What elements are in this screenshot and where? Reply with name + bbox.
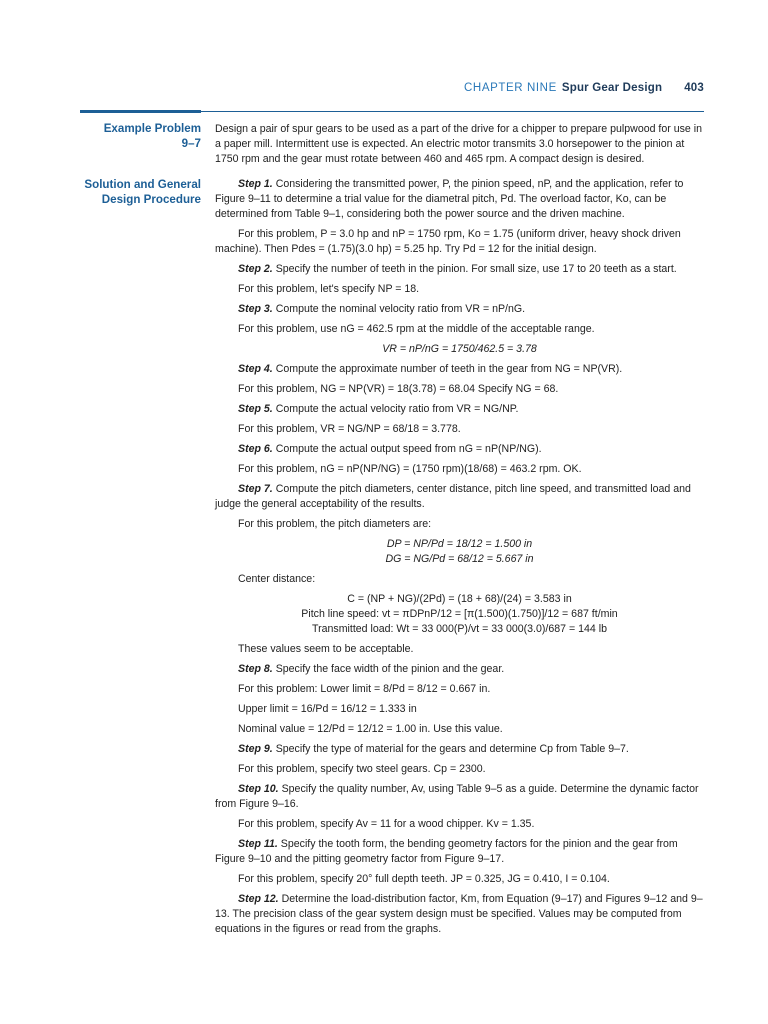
- step-paragraph: [215, 262, 704, 277]
- header-rule-thin: [201, 111, 704, 112]
- step-label: Step 10.: [238, 783, 279, 795]
- paragraph-text: Upper limit = 16/Pd = 16/12 = 1.333 in: [238, 703, 417, 715]
- step-paragraph: [215, 892, 704, 937]
- solution-label-line1: Solution and General: [84, 178, 201, 191]
- solution-paragraph: [215, 422, 704, 437]
- paragraph-text: Specify the face width of the pinion and the gear.: [275, 663, 505, 675]
- header-rule-thick: [80, 110, 201, 113]
- solution-label: [80, 177, 201, 207]
- paragraph-text: Compute the pitch diameters, center distance, pitch line speed, and transmitted load and judge the general acceptability of the results.: [215, 483, 691, 510]
- paragraph-text: For this problem, specify Av = 11 for a wood chipper. Kv = 1.35.: [238, 818, 535, 830]
- solution-paragraph: [215, 817, 704, 832]
- solution-paragraph: [215, 722, 704, 737]
- solution-paragraph: [215, 682, 704, 697]
- solution-paragraphs-part2: [215, 642, 704, 937]
- step-label: Step 2.: [238, 263, 273, 275]
- solution-paragraph: [215, 872, 704, 887]
- step-paragraph: [215, 837, 704, 867]
- solution-paragraph: [215, 227, 704, 257]
- paragraph-text: These values seem to be acceptable.: [238, 643, 414, 655]
- equation-dg: DG = NG/Pd = 68/12 = 5.667 in: [385, 553, 534, 565]
- solution-paragraph: [215, 342, 704, 357]
- paragraph-text: Specify the quality number, Av, using Table 9–5 as a guide. Determine the dynamic factor from Figure 9–16.: [215, 783, 699, 810]
- paragraph-text: For this problem, specify 20° full depth teeth. JP = 0.325, JG = 0.410, I = 0.104.: [238, 873, 610, 885]
- paragraph-text: Nominal value = 12/Pd = 12/12 = 1.00 in. Use this value.: [238, 723, 503, 735]
- paragraph-text: For this problem, specify two steel gears. Cp = 2300.: [238, 763, 486, 775]
- solution-paragraph: [215, 517, 704, 532]
- step-label: Step 1.: [238, 178, 273, 190]
- example-problem-label: [80, 121, 201, 151]
- step-paragraph: [215, 442, 704, 457]
- paragraph-text: Specify the tooth form, the bending geometry factors for the pinion and the gear from Figure 9–10 and the pitting geometry factor from Figure 9–17.: [215, 838, 678, 865]
- solution-paragraph: [215, 702, 704, 717]
- step-paragraph: [215, 742, 704, 757]
- page-number: 403: [684, 82, 704, 94]
- step-label: Step 8.: [238, 663, 273, 675]
- running-head: [464, 82, 704, 94]
- step-label: Step 6.: [238, 443, 273, 455]
- step-label: Step 11.: [238, 838, 278, 850]
- paragraph-text: VR = nP/nG = 1750/462.5 = 3.78: [382, 343, 537, 355]
- step-label: Step 3.: [238, 303, 273, 315]
- paragraph-text: Specify the type of material for the gears and determine Cp from Table 9–7.: [275, 743, 629, 755]
- equation-transmitted-load: Transmitted load: Wt = 33 000(P)/vt = 33 000(3.0)/687 = 144 lb: [312, 623, 607, 635]
- step-label: Step 4.: [238, 363, 273, 375]
- solution-paragraph: [215, 382, 704, 397]
- pitch-diameter-equations: [215, 537, 704, 567]
- paragraph-text: For this problem, let's specify NP = 18.: [238, 283, 420, 295]
- step-label: Step 9.: [238, 743, 273, 755]
- step-label: Step 7.: [238, 483, 273, 495]
- paragraph-text: For this problem, NG = NP(VR) = 18(3.78) = 68.04 Specify NG = 68.: [238, 383, 559, 395]
- example-paragraph: Design a pair of spur gears to be used as a part of the drive for a chipper to prepare pulpwood for use in a paper mill. Intermittent use is expected. An electric motor transmits 3.0 horsepower to the pinion at 1750 rpm and the gear must rotate between 460 and 465 rpm. A compact design is desired.: [215, 123, 703, 165]
- chapter-label: CHAPTER NINE: [464, 82, 557, 94]
- paragraph-text: For this problem, VR = NG/NP = 68/18 = 3.778.: [238, 423, 461, 435]
- paragraph-text: Determine the load-distribution factor, Km, from Equation (9–17) and Figures 9–12 and 9–13. The precision class of the gear system design must be specified. Values may be computed from equations in the figures or read from the graphs.: [215, 893, 703, 935]
- solution-paragraphs-part1: [215, 177, 704, 532]
- step-paragraph: [215, 402, 704, 417]
- example-label-line2: 9–7: [181, 137, 201, 150]
- paragraph-text: Compute the actual output speed from nG = nP(NP/NG).: [275, 443, 542, 455]
- equation-center-distance: C = (NP + NG)/(2Pd) = (18 + 68)/(24) = 3.583 in: [347, 593, 572, 605]
- solution-paragraph: [215, 282, 704, 297]
- step-paragraph: [215, 662, 704, 677]
- step-paragraph: [215, 177, 704, 222]
- step7-equations: [215, 592, 704, 637]
- paragraph-text: Compute the nominal velocity ratio from VR = nP/nG.: [275, 303, 526, 315]
- solution-paragraph: [215, 762, 704, 777]
- paragraph-text: For this problem, use nG = 462.5 rpm at the middle of the acceptable range.: [238, 323, 595, 335]
- paragraph-text: Specify the number of teeth in the pinion. For small size, use 17 to 20 teeth as a start.: [275, 263, 677, 275]
- solution-paragraph: [215, 642, 704, 657]
- step-paragraph: [215, 362, 704, 377]
- example-problem-text: [215, 122, 704, 172]
- center-distance-label: Center distance:: [238, 573, 316, 585]
- step-paragraph: [215, 782, 704, 812]
- example-label-line1: Example Problem: [103, 122, 201, 135]
- solution-paragraph: [215, 462, 704, 477]
- step-paragraph: [215, 302, 704, 317]
- section-title: Spur Gear Design: [561, 82, 663, 94]
- paragraph-text: For this problem: Lower limit = 8/Pd = 8/12 = 0.667 in.: [238, 683, 491, 695]
- step-label: Step 12.: [238, 893, 279, 905]
- solution-paragraph: [215, 322, 704, 337]
- paragraph-text: For this problem, nG = nP(NP/NG) = (1750 rpm)(18/68) = 463.2 rpm. OK.: [238, 463, 582, 475]
- equation-pitch-line-speed: Pitch line speed: vt = πDPnP/12 = [π(1.500)(1.750)]/12 = 687 ft/min: [301, 608, 618, 620]
- paragraph-text: For this problem, the pitch diameters are:: [238, 518, 432, 530]
- paragraph-text: Considering the transmitted power, P, the pinion speed, nP, and the application, refer to Figure 9–11 to determine a trial value for the diametral pitch, Pd. The overload factor, Ko, can be determined from Table 9–1, considering both the power source and the driven machine.: [215, 178, 684, 220]
- paragraph-text: For this problem, P = 3.0 hp and nP = 1750 rpm, Ko = 1.75 (uniform driver, heavy shock driven machine). Then Pdes = (1.75)(3.0 hp) = 5.25 hp. Try Pd = 12 for the initial design.: [215, 228, 681, 255]
- equation-dp: DP = NP/Pd = 18/12 = 1.500 in: [386, 538, 533, 550]
- paragraph-text: Compute the actual velocity ratio from VR = NG/NP.: [275, 403, 519, 415]
- step-label: Step 5.: [238, 403, 273, 415]
- solution-body: [215, 177, 704, 942]
- paragraph-text: Compute the approximate number of teeth in the gear from NG = NP(VR).: [275, 363, 623, 375]
- step-paragraph: [215, 482, 704, 512]
- solution-label-line2: Design Procedure: [101, 193, 201, 206]
